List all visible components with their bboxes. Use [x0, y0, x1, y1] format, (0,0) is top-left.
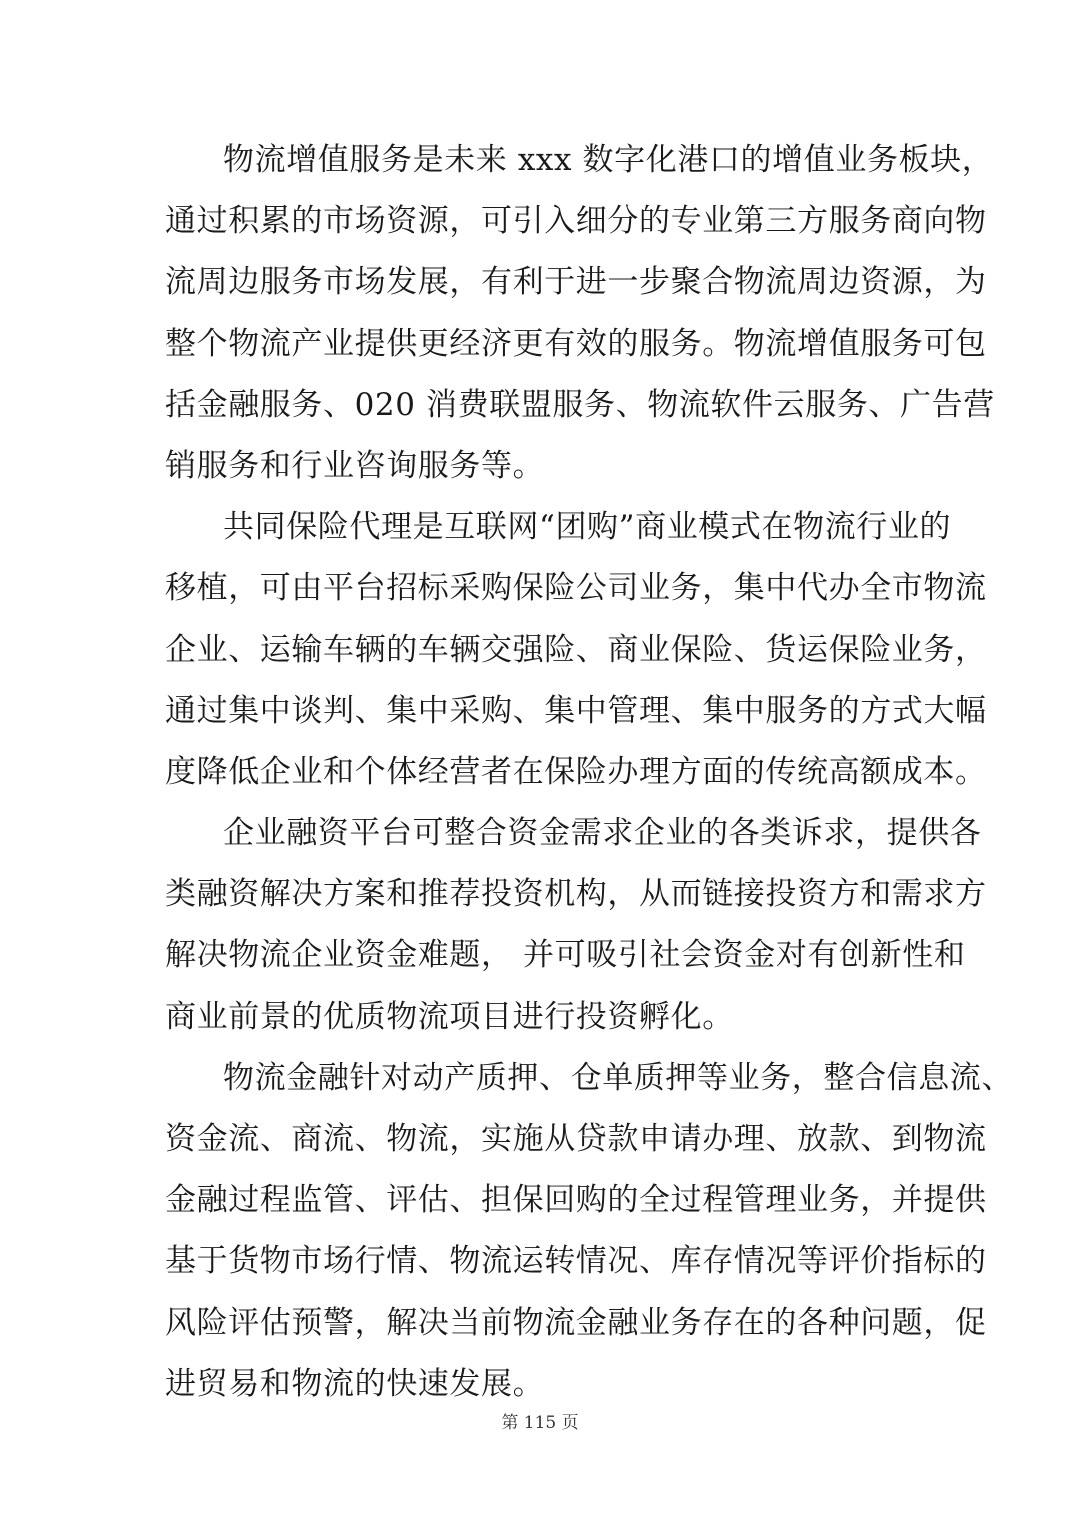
paragraph-4-line-3: 金融过程监管、评估、担保回购的全过程管理业务，并提供 [165, 1182, 987, 1219]
paragraph-1-line-6: 销服务和行业咨询服务等。 [165, 447, 545, 484]
paragraph-4-line-4: 基于货物市场行情、物流运转情况、库存情况等评价指标的 [165, 1243, 987, 1280]
paragraph-4-line-1: 物流金融针对动产质押、仓单质押等业务，整合信息流、 [223, 1059, 1013, 1096]
paragraph-2-line-4: 通过集中谈判、集中采购、集中管理、集中服务的方式大幅 [165, 692, 987, 729]
paragraph-4-line-2: 资金流、商流、物流，实施从贷款申请办理、放款、到物流 [165, 1121, 987, 1157]
paragraph-1-line-2: 通过积累的市场资源，可引入细分的专业第三方服务商向物 [165, 203, 987, 240]
paragraph-3-line-2: 类融资解决方案和推荐投资机构，从而链接投资方和需求方 [165, 876, 987, 913]
paragraph-2-line-1: 共同保险代理是互联网“团购”商业模式在物流行业的 [223, 509, 952, 546]
document-body [165, 130, 1013, 1415]
paragraph-3-line-3: 解决物流企业资金难题， 并可吸引社会资金对有创新性和 [165, 937, 966, 974]
paragraph-4-line-6: 进贸易和物流的快速发展。 [165, 1365, 545, 1402]
paragraph-2-line-5: 度降低企业和个体经营者在保险办理方面的传统高额成本。 [165, 753, 987, 790]
paragraph-2-line-3: 企业、运输车辆的车辆交强险、商业保险、货运保险业务， [165, 631, 987, 668]
paragraph-2-line-2: 移植，可由平台招标采购保险公司业务，集中代办全市物流 [165, 570, 987, 607]
paragraph-1-line-5: 括金融服务、020 消费联盟服务、物流软件云服务、广告营 [165, 386, 995, 423]
paragraph-1-line-3: 流周边服务市场发展，有利于进一步聚合物流周边资源，为 [165, 264, 987, 301]
paragraph-3-line-4: 商业前景的优质物流项目进行投资孵化。 [165, 998, 734, 1035]
paragraph-1-line-1: 物流增值服务是未来 xxx 数字化港口的增值业务板块， [223, 142, 994, 178]
page-number: 第 115 页 [501, 1413, 579, 1433]
paragraph-1-line-4: 整个物流产业提供更经济更有效的服务。物流增值服务可包 [165, 325, 987, 362]
paragraph-3-line-1: 企业融资平台可整合资金需求企业的各类诉求，提供各 [223, 815, 982, 852]
paragraph-4-line-5: 风险评估预警，解决当前物流金融业务存在的各种问题，促 [165, 1304, 987, 1341]
